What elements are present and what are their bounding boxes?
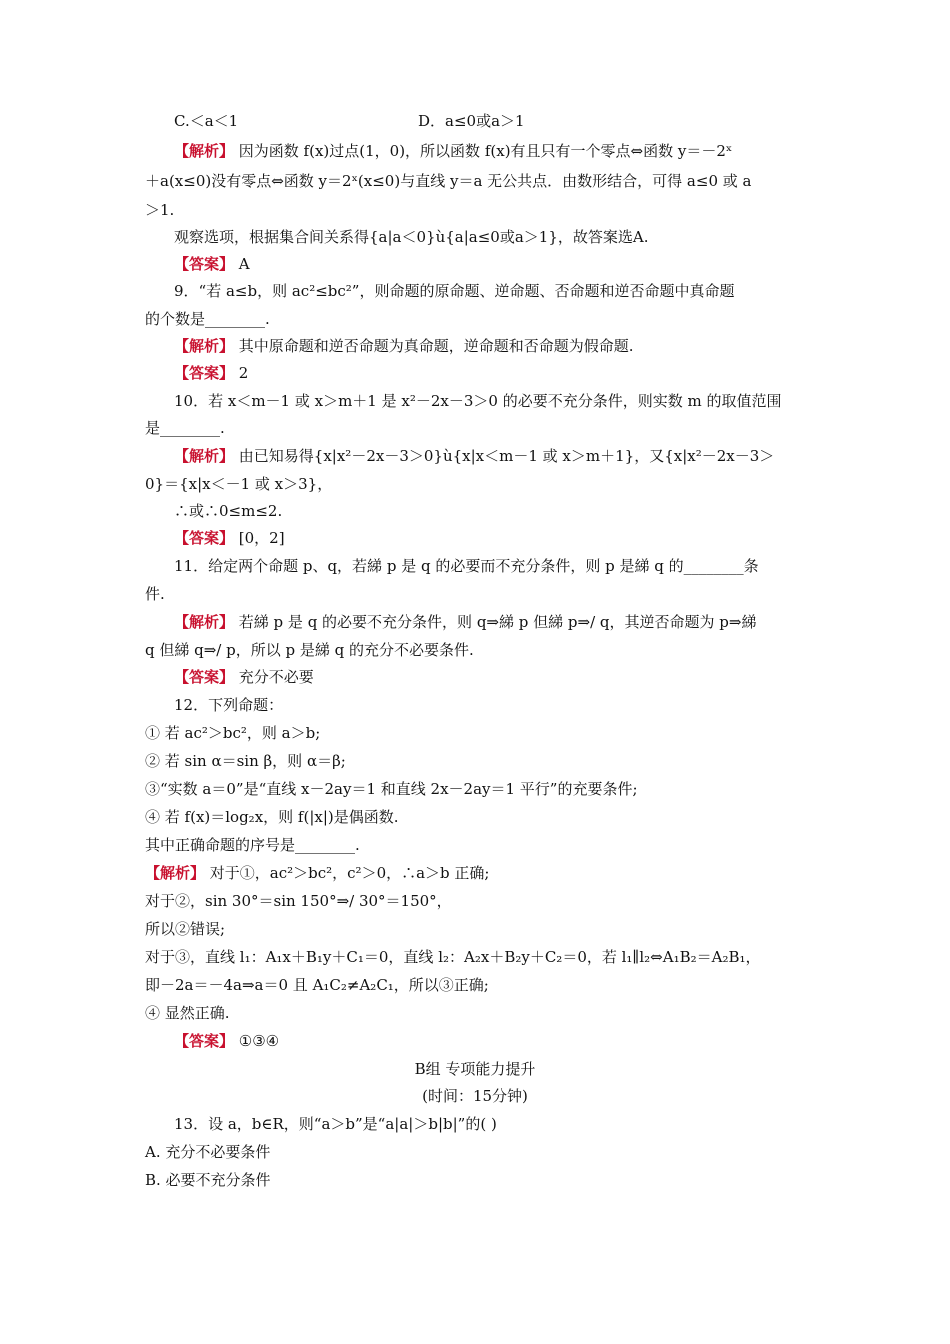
text-line xyxy=(174,254,250,274)
line-text: ④ 若 f(x)＝log₂x，则 f(|x|)是偶函数. xyxy=(145,808,399,826)
line-text: q 但綈 q⇒/ p，所以 p 是綈 q 的充分不必要条件. xyxy=(145,641,474,659)
answer-label: 【答案】 xyxy=(174,255,235,273)
line-text: 即－2a＝－4a⇒a＝0 且 A₁C₂≠A₂C₁，所以③正确; xyxy=(145,976,489,994)
line-text: 10．若 x＜m－1 或 x＞m＋1 是 x²－2x－3＞0 的必要不充分条件，则实数 m 的取值范围 xyxy=(174,392,782,410)
text-line xyxy=(174,501,282,521)
line-text: C.＜a＜1 xyxy=(174,112,239,130)
text-line xyxy=(145,474,332,494)
line-text: 是________. xyxy=(145,419,225,437)
line-text: ＞1. xyxy=(145,201,175,219)
analysis-label: 【解析】 xyxy=(174,447,235,465)
text-line xyxy=(145,891,452,911)
answer-label: 【答案】 xyxy=(174,364,235,382)
line-text: 其中正确命题的序号是________. xyxy=(145,836,360,854)
text-line xyxy=(145,418,225,438)
line-text: ① 若 ac²＞bc²，则 a＞b; xyxy=(145,724,321,742)
text-line xyxy=(145,309,270,329)
line-text: 若綈 p 是 q 的必要不充分条件，则 q⇒綈 p 但綈 p⇒/ q，其逆否命题为 p⇒綈 xyxy=(234,613,757,631)
text-line xyxy=(145,807,399,827)
line-text: B组 专项能力提升 xyxy=(414,1060,536,1078)
line-text: 11．给定两个命题 p、q，若綈 p 是 q 的必要而不充分条件，则 p 是綈 q 的________条 xyxy=(174,557,759,575)
line-text: A xyxy=(234,255,250,273)
text-line xyxy=(145,171,751,191)
line-text: ③“实数 a＝0”是“直线 x－2ay＝1 和直线 2x－2ay＝1 平行”的充要条件; xyxy=(145,780,638,798)
line-text: 13．设 a，b∈R，则“a＞b”是“a|a|＞b|b|”的( ) xyxy=(174,1115,497,1133)
line-text: ② 若 sin α＝sin β，则 α＝β; xyxy=(145,752,346,770)
text-line xyxy=(145,1170,271,1190)
line-text: 9．“若 a≤b，则 ac²≤bc²”，则命题的原命题、逆命题、否命题和逆否命题中真命题 xyxy=(174,282,735,300)
line-text: 件. xyxy=(145,585,165,603)
option-d: D．a≤0或a＞1 xyxy=(418,112,525,130)
line-text: ①③④ xyxy=(234,1032,280,1050)
text-line xyxy=(174,281,734,301)
answer-label: 【答案】 xyxy=(174,668,235,686)
line-text: 所以②错误; xyxy=(145,920,226,938)
line-text: [0，2] xyxy=(234,529,285,547)
line-text: ∴或∴0≤m≤2. xyxy=(174,502,283,520)
text-line xyxy=(174,612,756,632)
line-text: 12．下列命题： xyxy=(174,696,284,714)
analysis-label: 【解析】 xyxy=(174,142,235,160)
line-text: 0}＝{x|x＜－1 或 x＞3}， xyxy=(145,475,333,493)
text-line xyxy=(145,947,761,967)
line-text: 对于③，直线 l₁：A₁x＋B₁y＋C₁＝0，直线 l₂：A₂x＋B₂y＋C₂＝0，若 l₁∥l₂⇔A₁B₂＝A₂B₁， xyxy=(145,948,761,966)
text-line xyxy=(145,975,489,995)
text-line xyxy=(174,336,634,356)
text-line xyxy=(174,1031,279,1051)
text-line xyxy=(145,640,474,660)
analysis-label: 【解析】 xyxy=(174,613,235,631)
text-line xyxy=(145,584,165,604)
text-line xyxy=(145,835,360,855)
text-line xyxy=(174,556,759,576)
line-text: 对于①，ac²＞bc²，c²＞0，∴a＞b 正确; xyxy=(205,864,490,882)
answer-label: 【答案】 xyxy=(174,529,235,547)
text-line xyxy=(145,723,320,743)
text-line xyxy=(145,919,225,939)
line-text: B. 必要不充分条件 xyxy=(145,1171,271,1189)
text-line xyxy=(145,200,174,220)
text-line xyxy=(174,1114,497,1134)
text-line xyxy=(145,1003,230,1023)
text-line xyxy=(174,667,314,687)
text-line xyxy=(145,863,489,883)
line-text: 观察选项，根据集合间关系得{a|a＜0}ù{a|a≤0或a＞1}，故答案选A. xyxy=(174,228,649,246)
text-line xyxy=(174,528,285,548)
text-line xyxy=(174,141,732,161)
text-line xyxy=(0,1059,950,1079)
text-line xyxy=(145,779,638,799)
text-line xyxy=(145,751,346,771)
line-text: 由已知易得{x|x²－2x－3＞0}ù{x|x＜m－1 或 x＞m＋1}，又{x|x²－2x－3＞ xyxy=(234,447,775,465)
line-text: 因为函数 f(x)过点(1，0)，所以函数 f(x)有且只有一个零点⇔函数 y＝－2ˣ xyxy=(234,142,733,160)
text-line xyxy=(174,111,525,131)
line-text: 充分不必要 xyxy=(234,668,314,686)
text-line xyxy=(174,391,781,411)
line-text: (时间：15分钟) xyxy=(422,1087,528,1105)
answer-label: 【答案】 xyxy=(174,1032,235,1050)
line-text: ④ 显然正确. xyxy=(145,1004,230,1022)
text-line xyxy=(145,1142,270,1162)
line-text: 对于②，sin 30°＝sin 150°⇒/ 30°＝150°， xyxy=(145,892,452,910)
text-line xyxy=(174,446,774,466)
line-text: 2 xyxy=(234,364,249,382)
line-text: A. 充分不必要条件 xyxy=(145,1143,271,1161)
analysis-label: 【解析】 xyxy=(145,864,206,882)
analysis-label: 【解析】 xyxy=(174,337,235,355)
text-line xyxy=(0,1086,950,1106)
text-line xyxy=(174,227,648,247)
line-text: 其中原命题和逆否命题为真命题，逆命题和否命题为假命题. xyxy=(234,337,634,355)
text-line xyxy=(174,363,248,383)
text-line xyxy=(174,695,283,715)
line-text: 的个数是________. xyxy=(145,310,270,328)
line-text: ＋a(x≤0)没有零点⇔函数 y＝2ˣ(x≤0)与直线 y＝a 无公共点．由数形结合，可得 a≤0 或 a xyxy=(145,172,752,190)
